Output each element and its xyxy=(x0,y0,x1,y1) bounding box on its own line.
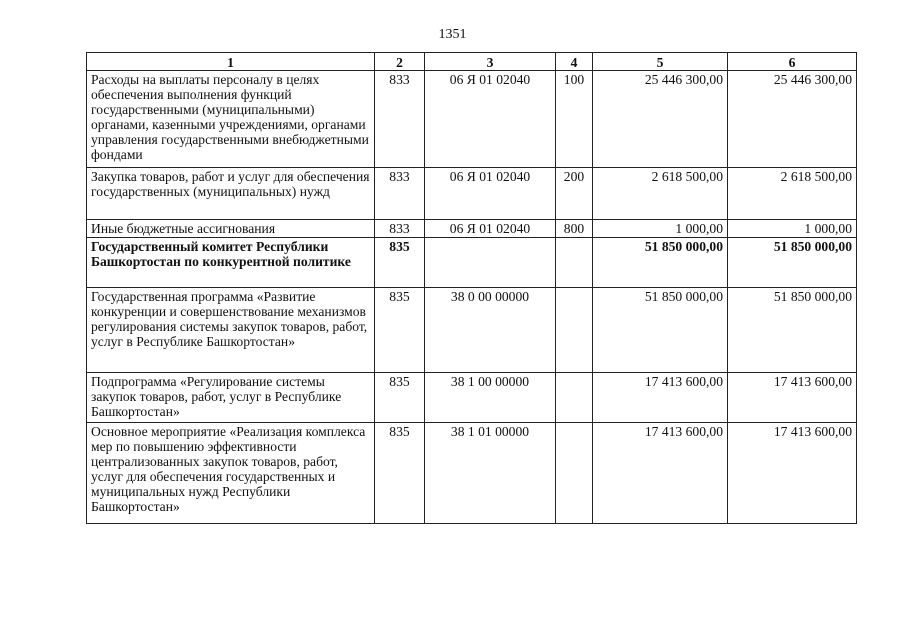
row-target-code: 06 Я 01 02040 xyxy=(425,220,556,238)
row-sum-2: 51 850 000,00 xyxy=(728,288,857,373)
column-header: 3 xyxy=(425,53,556,71)
row-sum-2: 25 446 300,00 xyxy=(728,71,857,168)
row-admin-code: 833 xyxy=(375,220,425,238)
row-sum-2: 17 413 600,00 xyxy=(728,423,857,524)
row-name: Подпрограмма «Регулирование системы закупок товаров, работ, услуг в Республике Башкортостан» xyxy=(87,373,375,423)
table-row-bold xyxy=(87,238,857,288)
row-expense-type: 200 xyxy=(556,168,593,220)
table-header-row xyxy=(87,53,857,71)
row-sum-2: 2 618 500,00 xyxy=(728,168,857,220)
row-target-code: 06 Я 01 02040 xyxy=(425,71,556,168)
column-header: 4 xyxy=(556,53,593,71)
column-header: 5 xyxy=(593,53,728,71)
row-name: Закупка товаров, работ и услуг для обеспечения государственных (муниципальных) нужд xyxy=(87,168,375,220)
row-target-code: 38 1 01 00000 xyxy=(425,423,556,524)
row-admin-code: 833 xyxy=(375,168,425,220)
row-sum-1: 2 618 500,00 xyxy=(593,168,728,220)
row-expense-type xyxy=(556,373,593,423)
row-sum-1: 1 000,00 xyxy=(593,220,728,238)
row-expense-type xyxy=(556,238,593,288)
row-sum-2: 1 000,00 xyxy=(728,220,857,238)
row-sum-1: 51 850 000,00 xyxy=(593,288,728,373)
row-target-code xyxy=(425,238,556,288)
column-header: 2 xyxy=(375,53,425,71)
row-sum-2: 51 850 000,00 xyxy=(728,238,857,288)
row-admin-code: 835 xyxy=(375,423,425,524)
row-sum-1: 17 413 600,00 xyxy=(593,373,728,423)
row-name: Основное мероприятие «Реализация комплекса мер по повышению эффективности централизованных закупок товаров, работ, услуг для обеспечения государственных и муниципальных нужд Республики Башкортостан» xyxy=(87,423,375,524)
budget-table xyxy=(86,52,857,524)
table-row xyxy=(87,423,857,524)
row-admin-code: 835 xyxy=(375,373,425,423)
table-row xyxy=(87,288,857,373)
row-sum-1: 25 446 300,00 xyxy=(593,71,728,168)
row-expense-type: 100 xyxy=(556,71,593,168)
row-admin-code: 833 xyxy=(375,71,425,168)
row-expense-type xyxy=(556,423,593,524)
row-sum-2: 17 413 600,00 xyxy=(728,373,857,423)
row-target-code: 38 0 00 00000 xyxy=(425,288,556,373)
row-admin-code: 835 xyxy=(375,288,425,373)
table-row xyxy=(87,168,857,220)
row-expense-type xyxy=(556,288,593,373)
row-target-code: 38 1 00 00000 xyxy=(425,373,556,423)
column-header: 1 xyxy=(87,53,375,71)
row-expense-type: 800 xyxy=(556,220,593,238)
row-target-code: 06 Я 01 02040 xyxy=(425,168,556,220)
row-name: Расходы на выплаты персоналу в целях обеспечения выполнения функций государственными (муниципальными) органами, казенными учреждениями, органами управления государственными внебюджетными фондами xyxy=(87,71,375,168)
row-name: Государственная программа «Развитие конкуренции и совершенствование механизмов регулирования системы закупок товаров, работ, услуг в Республике Башкортостан» xyxy=(87,288,375,373)
row-name: Иные бюджетные ассигнования xyxy=(87,220,375,238)
row-sum-1: 17 413 600,00 xyxy=(593,423,728,524)
row-sum-1: 51 850 000,00 xyxy=(593,238,728,288)
table-row xyxy=(87,373,857,423)
row-name: Государственный комитет Республики Башкортостан по конкурентной политике xyxy=(87,238,375,288)
row-admin-code: 835 xyxy=(375,238,425,288)
page-number: 1351 xyxy=(438,27,467,42)
column-header: 6 xyxy=(728,53,857,71)
table-row xyxy=(87,220,857,238)
table-row xyxy=(87,71,857,168)
